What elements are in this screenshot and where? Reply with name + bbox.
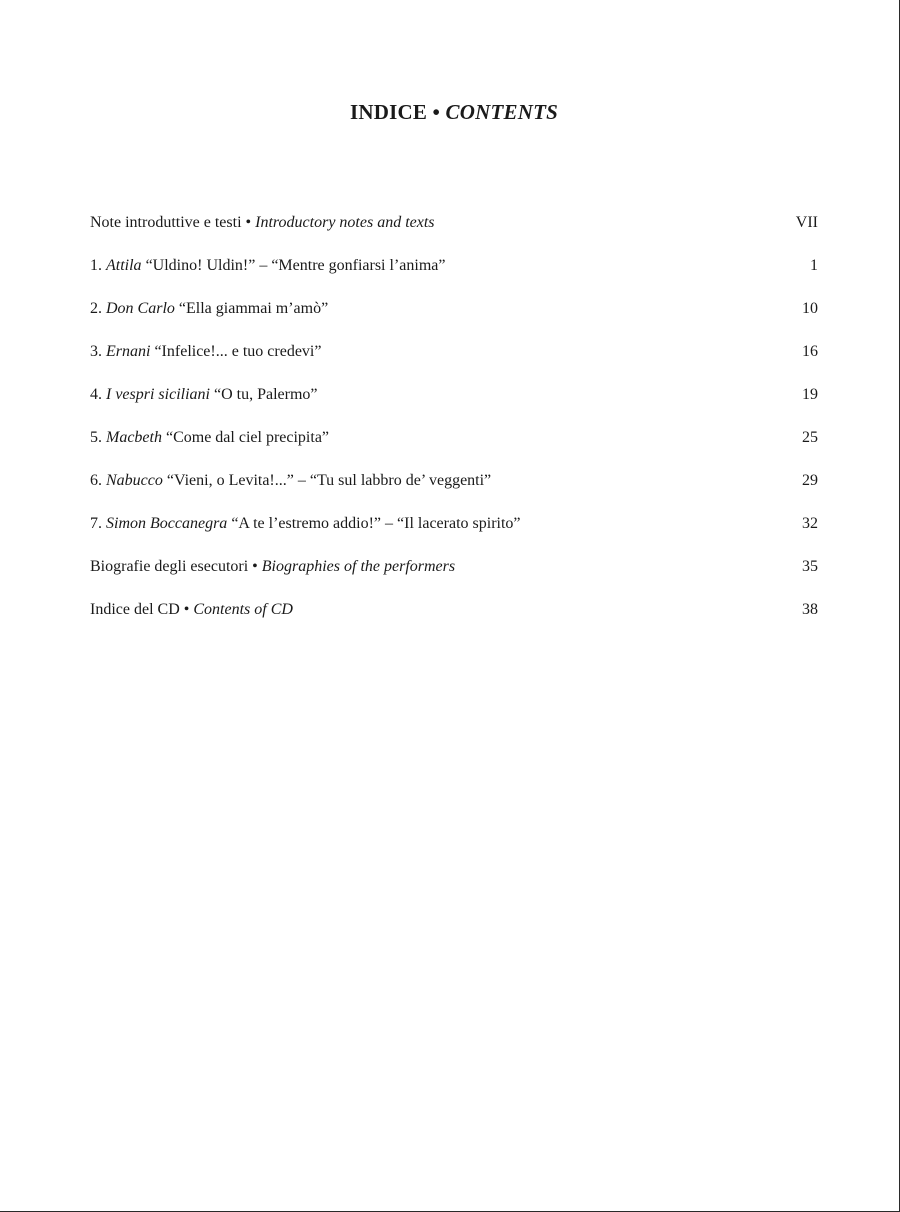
toc-row[interactable]	[90, 343, 818, 386]
toc-entry-text: “Come dal ciel precipita”	[161, 429, 330, 446]
toc-entry-text: “O tu, Palermo”	[209, 386, 318, 403]
title-italian: INDICE	[350, 100, 428, 124]
toc-work-title: I vespri siciliani	[106, 386, 210, 403]
toc-page-number: 1	[810, 257, 818, 274]
toc-page-number: 29	[802, 472, 818, 489]
toc-number: 3.	[90, 343, 106, 360]
toc-entry	[90, 429, 329, 447]
toc-number: 6.	[90, 472, 106, 489]
toc-entry-text: Indice del CD	[90, 601, 180, 618]
toc-page-number: 16	[802, 343, 818, 360]
toc-entry	[90, 300, 328, 318]
toc-entry	[90, 558, 455, 576]
toc-page-number: 10	[802, 300, 818, 317]
toc-work-title: Attila	[106, 257, 142, 274]
toc-entry	[90, 343, 321, 361]
page-title	[0, 100, 900, 125]
table-of-contents	[90, 214, 818, 644]
toc-row[interactable]	[90, 257, 818, 300]
toc-work-title: Macbeth	[106, 429, 162, 446]
toc-work-title: Nabucco	[106, 472, 163, 489]
toc-entry-text: Biografie degli esecutori	[90, 558, 249, 575]
toc-entry	[90, 601, 293, 619]
toc-entry-text: “A te l’estremo addio!” – “Il lacerato spirito”	[227, 515, 521, 532]
toc-row[interactable]	[90, 558, 818, 601]
toc-number: 4.	[90, 386, 106, 403]
toc-page-number: 35	[802, 558, 818, 575]
toc-row[interactable]	[90, 515, 818, 558]
toc-page-number: 32	[802, 515, 818, 532]
title-english: CONTENTS	[445, 100, 558, 124]
toc-entry	[90, 386, 318, 404]
toc-entry-text-english: Introductory notes and texts	[255, 214, 435, 231]
toc-number: 7.	[90, 515, 106, 532]
toc-row[interactable]	[90, 472, 818, 515]
toc-entry	[90, 214, 435, 232]
toc-entry-text: “Infelice!... e tuo credevi”	[150, 343, 322, 360]
toc-entry	[90, 257, 445, 275]
toc-row[interactable]	[90, 214, 818, 257]
toc-separator: •	[248, 558, 262, 575]
toc-row[interactable]	[90, 601, 818, 644]
toc-number: 1.	[90, 257, 106, 274]
toc-work-title: Simon Boccanegra	[106, 515, 228, 532]
toc-number: 5.	[90, 429, 106, 446]
toc-page-number: 38	[802, 601, 818, 618]
toc-work-title: Don Carlo	[106, 300, 175, 317]
toc-entry-text: “Vieni, o Levita!...” – “Tu sul labbro de’ veggenti”	[162, 472, 492, 489]
title-separator: •	[427, 100, 446, 124]
toc-entry-text: “Uldino! Uldin!” – “Mentre gonfiarsi l’anima”	[141, 257, 446, 274]
toc-separator: •	[241, 214, 256, 231]
toc-entry-text: “Ella giammai m’amò”	[174, 300, 329, 317]
toc-number: 2.	[90, 300, 106, 317]
toc-page-number: 25	[802, 429, 818, 446]
toc-entry-text: Note introduttive e testi	[90, 214, 242, 231]
toc-page-number: VII	[795, 214, 818, 231]
toc-page-number: 19	[802, 386, 818, 403]
toc-row[interactable]	[90, 300, 818, 343]
toc-entry-text-english: Contents of CD	[193, 601, 293, 618]
toc-entry	[90, 515, 521, 533]
toc-entry	[90, 472, 491, 490]
toc-work-title: Ernani	[106, 343, 151, 360]
toc-separator: •	[179, 601, 194, 618]
toc-row[interactable]	[90, 429, 818, 472]
toc-row[interactable]	[90, 386, 818, 429]
toc-entry-text-english: Biographies of the performers	[261, 558, 456, 575]
